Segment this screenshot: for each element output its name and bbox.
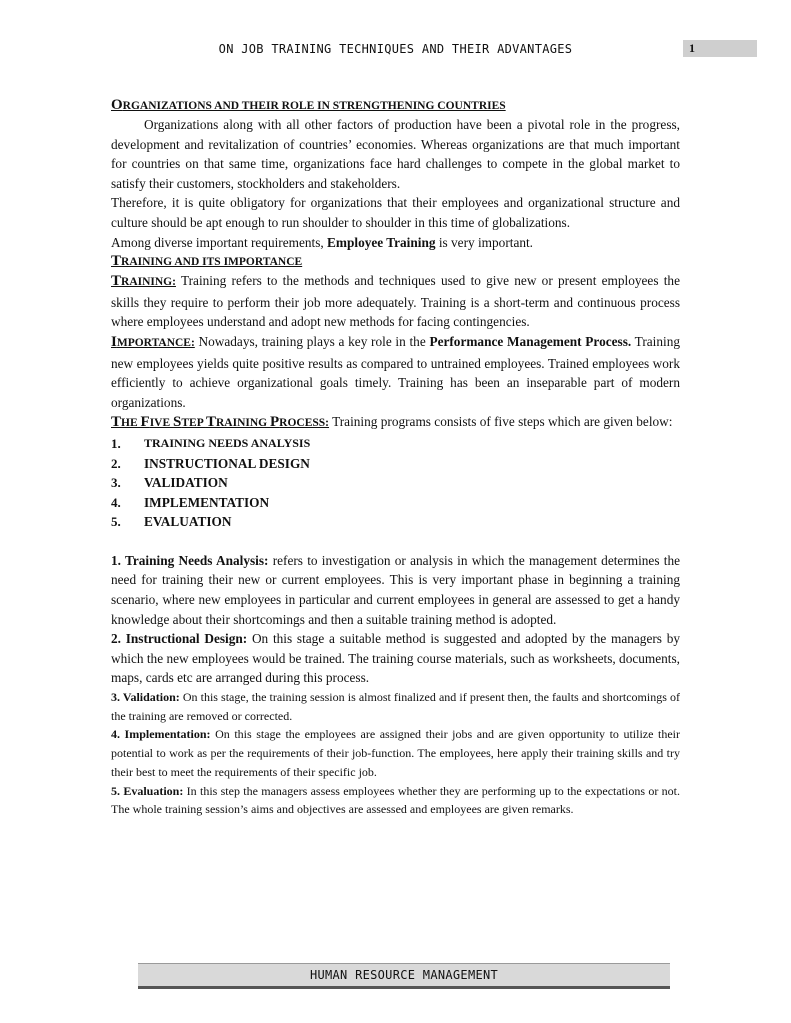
cap: P bbox=[269, 414, 280, 431]
list-label: TRAINING NEEDS ANALYSIS bbox=[144, 435, 311, 450]
rest: TEP bbox=[181, 417, 206, 430]
inline-heading-five-step bbox=[111, 414, 330, 431]
cap: T bbox=[205, 414, 216, 431]
list-label: IMPLEMENTATION bbox=[144, 494, 270, 510]
page-number-bar bbox=[683, 40, 757, 57]
list-number: 1. bbox=[111, 435, 121, 451]
list-item bbox=[111, 473, 680, 493]
text: On this stage, the training session is almost finalized and if present then, the faults and shortcomings of the training are removed or corrected. bbox=[111, 690, 680, 723]
paragraph-importance bbox=[111, 332, 680, 412]
bold-text: 4. Implementation: bbox=[111, 727, 211, 742]
bold-text: 3. Validation: bbox=[111, 690, 180, 705]
cap: T bbox=[111, 414, 122, 431]
bold-text: Employee Training bbox=[327, 234, 436, 250]
text: On this stage the employees are assigned their jobs and are given opportunity to utilize their potential to work as per the requirements of their job-function. The employees, here apply their training skills and try their best to meet the requirements of their specific job. bbox=[111, 727, 680, 779]
document-body bbox=[111, 96, 680, 819]
text: refers to investigation or analysis in which the management determines the need for training their new or current employees. This is very important phase in beginning a training scenario, where new employees in particular and current employees in general are assessed to get a handy knowledge about their shortcomings and then a suitable training method is adopted. bbox=[111, 552, 681, 627]
detail-training-needs-analysis bbox=[111, 551, 680, 629]
page-number: 1 bbox=[689, 41, 695, 55]
heading-rest: RAINING: bbox=[121, 276, 176, 289]
cap: F bbox=[140, 414, 150, 431]
list-number: 3. bbox=[111, 475, 121, 491]
bold-text: 5. Evaluation: bbox=[111, 783, 184, 798]
inline-heading-training bbox=[111, 273, 176, 290]
text: On this stage a suitable method is suggested and adopted by the managers by which the new employees would be trained. The training course materials, such as worksheets, documents, maps, cards etc are arranged during this process. bbox=[111, 631, 680, 686]
text: Training new employees yields quite positive results as compared to untrained employees. Trained employees work efficiently to achieve organizational goals timely. Training has been an inseparable part of modern organizations. bbox=[111, 333, 680, 410]
paragraph-organizations-1: Organizations along with all other factors of production have been a pivotal role in the progress, development and revitalization of countries’ economies. Whereas organizations are that much important for countries on that same time, organizations face hard challenges to compete in the global market to satisfy their customers, stockholders and stakeholders. bbox=[111, 117, 680, 191]
inline-heading-importance bbox=[111, 333, 195, 350]
rest: ROCESS: bbox=[279, 417, 330, 430]
heading-rest: RGANIZATIONS AND THEIR ROLE IN STRENGTHENING COUNTRIES bbox=[122, 100, 506, 112]
text: Among diverse important requirements, bbox=[111, 234, 328, 250]
list-number: 4. bbox=[111, 494, 121, 510]
list-label: VALIDATION bbox=[144, 475, 228, 491]
section-heading-training bbox=[111, 252, 680, 271]
bold-text: 2. Instructional Design: bbox=[111, 631, 248, 647]
paragraph-organizations-3 bbox=[111, 233, 680, 253]
list-label: INSTRUCTIONAL DESIGN bbox=[144, 455, 310, 471]
cap: S bbox=[173, 414, 182, 431]
details-small-text bbox=[111, 688, 680, 819]
steps-list bbox=[111, 434, 680, 532]
paragraph-organizations-2: Therefore, it is quite obligatory for organizations that their employees and organizational structure and culture should be apt enough to run shoulder to shoulder in this time of globalizations. bbox=[111, 195, 680, 230]
list-number: 5. bbox=[111, 514, 121, 530]
footer-title: HUMAN RESOURCE MANAGEMENT bbox=[309, 968, 499, 982]
list-number: 2. bbox=[111, 455, 121, 471]
detail-evaluation bbox=[111, 782, 680, 819]
heading-cap: I bbox=[111, 333, 117, 350]
text: is very important. bbox=[435, 234, 534, 250]
heading-rest: RAINING AND ITS IMPORTANCE bbox=[121, 256, 303, 269]
section-heading-organizations bbox=[111, 96, 680, 115]
detail-validation bbox=[111, 688, 680, 725]
detail-instructional-design bbox=[111, 629, 680, 688]
list-label: EVALUATION bbox=[144, 514, 232, 530]
page-footer bbox=[138, 963, 670, 989]
list-item bbox=[111, 493, 680, 513]
paragraph-five-step bbox=[111, 412, 680, 434]
page-header-title: ON JOB TRAINING TECHNIQUES AND THEIR ADVANTAGES bbox=[218, 42, 573, 56]
text: In this step the managers assess employees whether they are performing up to the expectations or not. The whole training session’s aims and objectives are assessed and employees are given remarks. bbox=[111, 783, 680, 817]
heading-rest: MPORTANCE: bbox=[116, 336, 195, 349]
rest: RAINING bbox=[215, 417, 270, 430]
spacer bbox=[111, 532, 680, 551]
rest: HE bbox=[121, 417, 141, 430]
rest: IVE bbox=[149, 417, 174, 430]
bold-text: 1. Training Needs Analysis: bbox=[111, 552, 269, 568]
list-item bbox=[111, 454, 680, 474]
heading-cap: T bbox=[111, 273, 122, 290]
detail-implementation bbox=[111, 725, 680, 781]
heading-cap: O bbox=[111, 97, 123, 113]
paragraph-training bbox=[111, 271, 680, 332]
bold-text: Performance Management Process. bbox=[429, 333, 632, 349]
text: Nowadays, training plays a key role in the bbox=[194, 333, 430, 349]
list-item bbox=[111, 512, 680, 532]
text: Training programs consists of five steps which are given below: bbox=[329, 414, 673, 430]
heading-cap: T bbox=[111, 253, 122, 270]
text: Training refers to the methods and techniques used to give new or present employees the skills they require to perform their job more adequately. Training is a short-term and continuous process where employees understand and adopt new methods for facing contingencies. bbox=[111, 273, 680, 330]
list-item bbox=[111, 434, 680, 454]
